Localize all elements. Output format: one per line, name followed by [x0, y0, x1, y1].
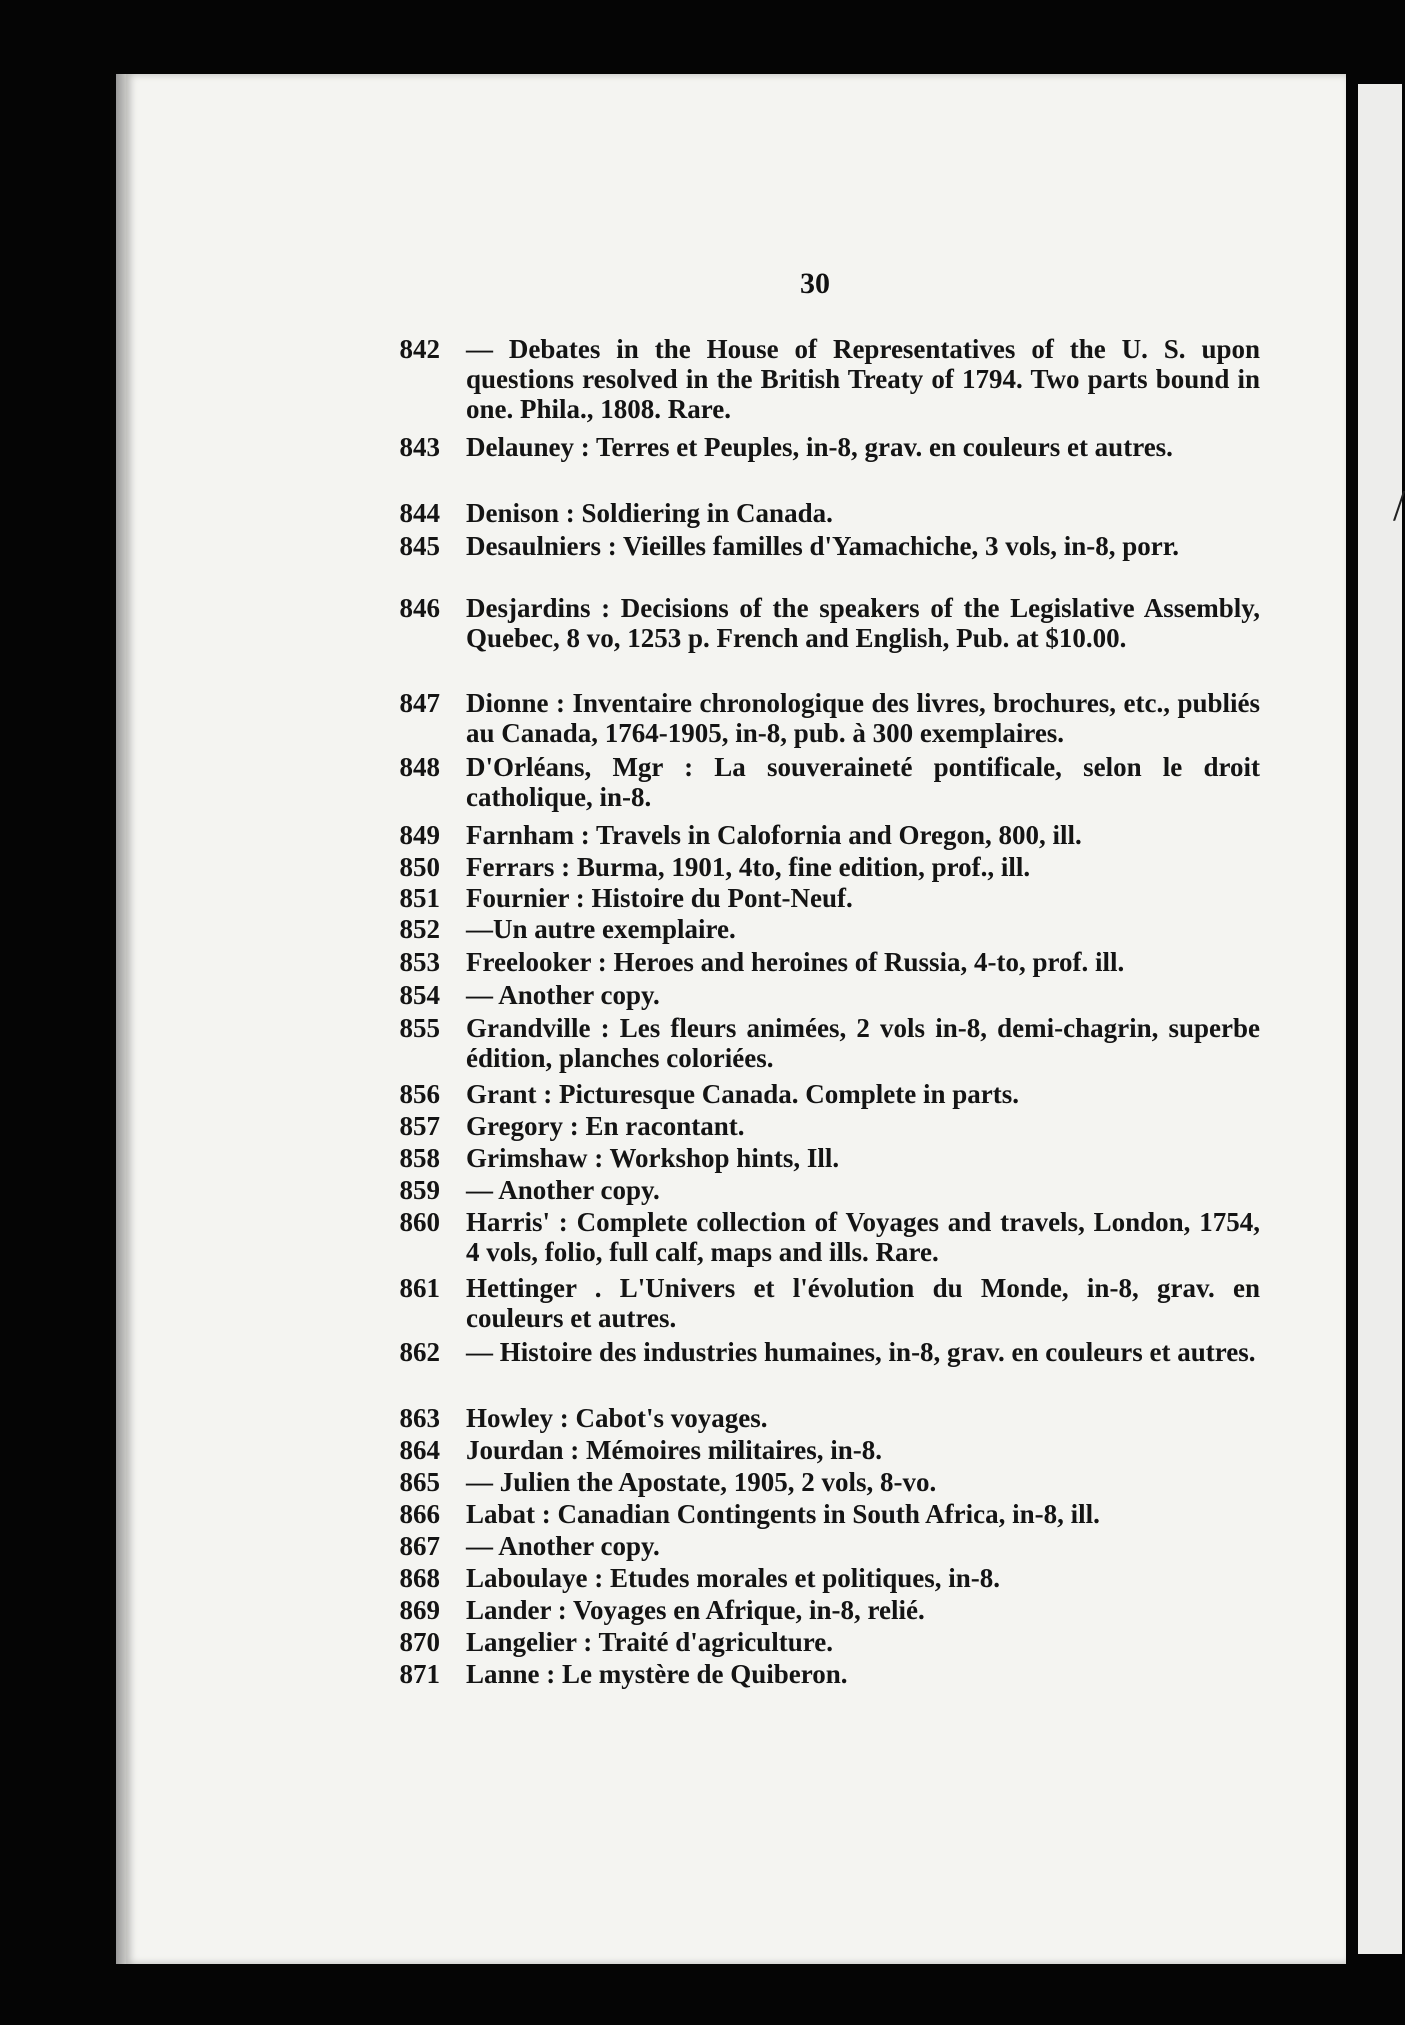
entry-text: Freelooker : Heroes and heroines of Russia, 4-to, prof. ill.: [466, 947, 1125, 977]
entry-text: Gregory : En racontant.: [466, 1111, 745, 1141]
entry-number: 852: [399, 914, 440, 944]
entry-text: D'Orléans, Mgr : La souveraineté pontificale, selon le droit catholique, in-8.: [466, 752, 1260, 812]
page-number: 30: [800, 267, 830, 300]
entry-text: Desjardins : Decisions of the speakers of the Legislative Assembly, Quebec, 8 vo, 1253 p. French and English, Pub. at $10.00.: [466, 593, 1260, 653]
entry-number: 866: [399, 1499, 440, 1529]
entry-text: Farnham : Travels in Calofornia and Oregon, 800, ill.: [466, 820, 1082, 850]
entry-number: 867: [399, 1531, 440, 1561]
entry-number: 861: [399, 1273, 440, 1303]
entry-number: 849: [399, 820, 440, 850]
entry-number: 845: [399, 531, 440, 561]
entry-text: Grandville : Les fleurs animées, 2 vols in-8, demi-chagrin, superbe édition, planches coloriées.: [466, 1013, 1260, 1073]
entry-number: 864: [399, 1435, 440, 1465]
entry-text: Delauney : Terres et Peuples, in-8, grav. en couleurs et autres.: [466, 432, 1173, 462]
entry-text: Langelier : Traité d'agriculture.: [466, 1627, 833, 1657]
entry-text: Lander : Voyages en Afrique, in-8, relié.: [466, 1595, 925, 1625]
entry-text: —Un autre exemplaire.: [466, 914, 736, 944]
entry-text: Desaulniers : Vieilles familles d'Yamachiche, 3 vols, in-8, porr.: [466, 531, 1179, 561]
entry-number: 863: [399, 1403, 440, 1433]
page-gutter: [1346, 74, 1358, 1964]
entry-number: 858: [399, 1143, 440, 1173]
entry-number: 859: [399, 1175, 440, 1205]
entry-number: 870: [399, 1627, 440, 1657]
entry-number: 868: [399, 1563, 440, 1593]
entry-text: — Another copy.: [466, 1531, 660, 1561]
entry-number: 848: [399, 752, 440, 782]
entry-text: — Another copy.: [466, 980, 660, 1010]
entry-number: 860: [399, 1207, 440, 1237]
entry-number: 842: [399, 334, 440, 364]
entry-text: Jourdan : Mémoires militaires, in-8.: [466, 1435, 882, 1465]
entry-number: 862: [399, 1337, 440, 1367]
entry-number: 869: [399, 1595, 440, 1625]
entry-number: 843: [399, 432, 440, 462]
entry-number: 857: [399, 1111, 440, 1141]
entry-number: 847: [399, 688, 440, 718]
entry-text: Howley : Cabot's voyages.: [466, 1403, 768, 1433]
entry-text: Hettinger . L'Univers et l'évolution du Monde, in-8, grav. en couleurs et autres.: [466, 1273, 1260, 1333]
entry-text: — Julien the Apostate, 1905, 2 vols, 8-vo.: [466, 1467, 937, 1497]
facing-page-mark: /: [1393, 481, 1405, 530]
entry-text: Denison : Soldiering in Canada.: [466, 498, 833, 528]
entry-number: 856: [399, 1079, 440, 1109]
entry-text: Grant : Picturesque Canada. Complete in parts.: [466, 1079, 1019, 1109]
entry-text: Dionne : Inventaire chronologique des livres, brochures, etc., publiés au Canada, 1764-1905, in-8, pub. à 300 exemplaires.: [466, 688, 1260, 748]
entry-text: — Another copy.: [466, 1175, 660, 1205]
entry-number: 850: [399, 852, 440, 882]
entry-text: Fournier : Histoire du Pont-Neuf.: [466, 883, 853, 913]
entry-text: — Histoire des industries humaines, in-8, grav. en couleurs et autres.: [466, 1337, 1256, 1367]
entry-text: Ferrars : Burma, 1901, 4to, fine edition, prof., ill.: [466, 852, 1031, 882]
entry-number: 871: [399, 1659, 440, 1689]
entry-text: — Debates in the House of Representatives of the U. S. upon questions resolved in the British Treaty of 1794. Two parts bound in one. Phila., 1808. Rare.: [466, 334, 1260, 424]
entry-text: Harris' : Complete collection of Voyages and travels, London, 1754, 4 vols, folio, full calf, maps and ills. Rare.: [466, 1207, 1260, 1267]
entry-text: Labat : Canadian Contingents in South Africa, in-8, ill.: [466, 1499, 1100, 1529]
entry-number: 854: [399, 980, 440, 1010]
entry-number: 865: [399, 1467, 440, 1497]
entry-number: 846: [399, 593, 440, 623]
entry-number: 851: [399, 883, 440, 913]
entry-text: Grimshaw : Workshop hints, Ill.: [466, 1143, 840, 1173]
entry-number: 844: [399, 498, 440, 528]
entry-text: Lanne : Le mystère de Quiberon.: [466, 1659, 848, 1689]
entry-number: 855: [399, 1013, 440, 1043]
entry-text: Laboulaye : Etudes morales et politiques, in-8.: [466, 1563, 1001, 1593]
entry-number: 853: [399, 947, 440, 977]
